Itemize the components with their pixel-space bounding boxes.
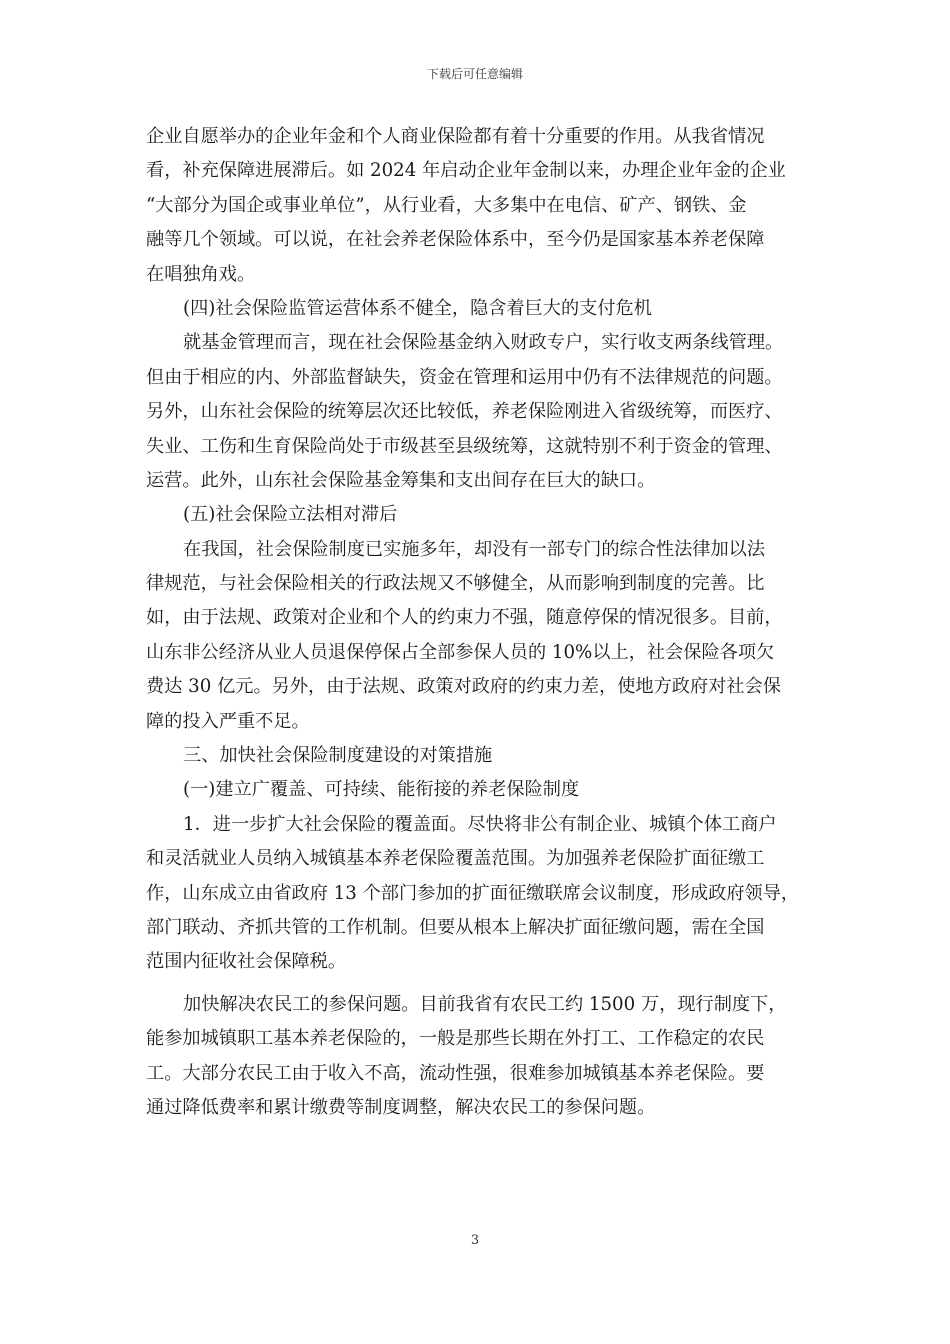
text-line: 费达 30 亿元。另外，由于法规、政策对政府的约束力差，使地方政府对社会保	[146, 676, 781, 698]
text-line: 运营。此外，山东社会保险基金筹集和支出间存在巨大的缺口。	[146, 469, 656, 491]
page-header: 下载后可任意编辑	[426, 67, 523, 81]
text-line: 部门联动、齐抓共管的工作机制。但要从根本上解决扩面征缴问题，需在全国	[146, 916, 765, 938]
text-line: 加快解决农民工的参保问题。目前我省有农民工约 1500 万，现行制度下，	[183, 993, 787, 1015]
text-line: 1．进一步扩大社会保险的覆盖面。尽快将非公有制企业、城镇个体工商户	[183, 813, 777, 835]
text-line: 失业、工伤和生育保险尚处于市级甚至县级统筹，这就特别不利于资金的管理、	[146, 435, 783, 457]
text-line: 障的投入严重不足。	[146, 710, 310, 732]
text-line: 融等几个领域。可以说，在社会养老保险体系中，至今仍是国家基本养老保障	[146, 229, 765, 251]
page-number: 3	[470, 1233, 480, 1248]
document-body	[146, 120, 810, 1125]
text-line: 作，山东成立由省政府 13 个部门参加的扩面征缴联席会议制度，形成政府领导，	[146, 882, 800, 904]
paragraph-gap	[146, 980, 810, 988]
text-line: 律规范，与社会保险相关的行政法规又不够健全，从而影响到制度的完善。比	[146, 573, 765, 595]
text-line: 三、加快社会保险制度建设的对策措施	[183, 745, 493, 767]
text-line: 通过降低费率和累计缴费等制度调整，解决农民工的参保问题。	[146, 1096, 656, 1118]
text-line: 范围内征收社会保障税。	[146, 951, 347, 973]
text-line: 企业自愿举办的企业年金和个人商业保险都有着十分重要的作用。从我省情况	[146, 126, 765, 147]
text-line: 工。大部分农民工由于收入不高，流动性强，很难参加城镇基本养老保险。要	[146, 1062, 765, 1084]
text-line: 能参加城镇职工基本养老保险的，一般是那些长期在外打工、工作稳定的农民	[146, 1028, 765, 1050]
text-line: 另外，山东社会保险的统筹层次还比较低，养老保险刚进入省级统筹，而医疗、	[146, 401, 783, 423]
text-line: “大部分为国企或事业单位”，从行业看，大多集中在电信、矿产、钢铁、金	[146, 194, 747, 216]
text-line: 如，由于法规、政策对企业和个人的约束力不强，随意停保的情况很多。目前，	[146, 607, 783, 629]
text-line: 就基金管理而言，现在社会保险基金纳入财政专户，实行收支两条线管理。	[183, 332, 784, 354]
text-line: (一)建立广覆盖、可持续、能衔接的养老保险制度	[183, 779, 580, 801]
text-line: 和灵活就业人员纳入城镇基本养老保险覆盖范围。为加强养老保险扩面征缴工	[146, 848, 765, 870]
text-line: (五)社会保险立法相对滞后	[183, 504, 398, 526]
text-line: 山东非公经济从业人员退保停保占全部参保人员的 10%以上，社会保险各项欠	[146, 641, 775, 663]
text-line: 看，补充保障进展滞后。如 2024 年启动企业年金制以来，办理企业年金的企业	[146, 160, 786, 182]
text-line: 但由于相应的内、外部监督缺失，资金在管理和运用中仍有不法律规范的问题。	[146, 366, 783, 388]
text-line: 在唱独角戏。	[146, 263, 256, 285]
text-line: 在我国，社会保险制度已实施多年，却没有一部专门的综合性法律加以法	[183, 538, 766, 560]
text-line: (四)社会保险监管运营体系不健全，隐含着巨大的支付危机	[183, 297, 652, 319]
